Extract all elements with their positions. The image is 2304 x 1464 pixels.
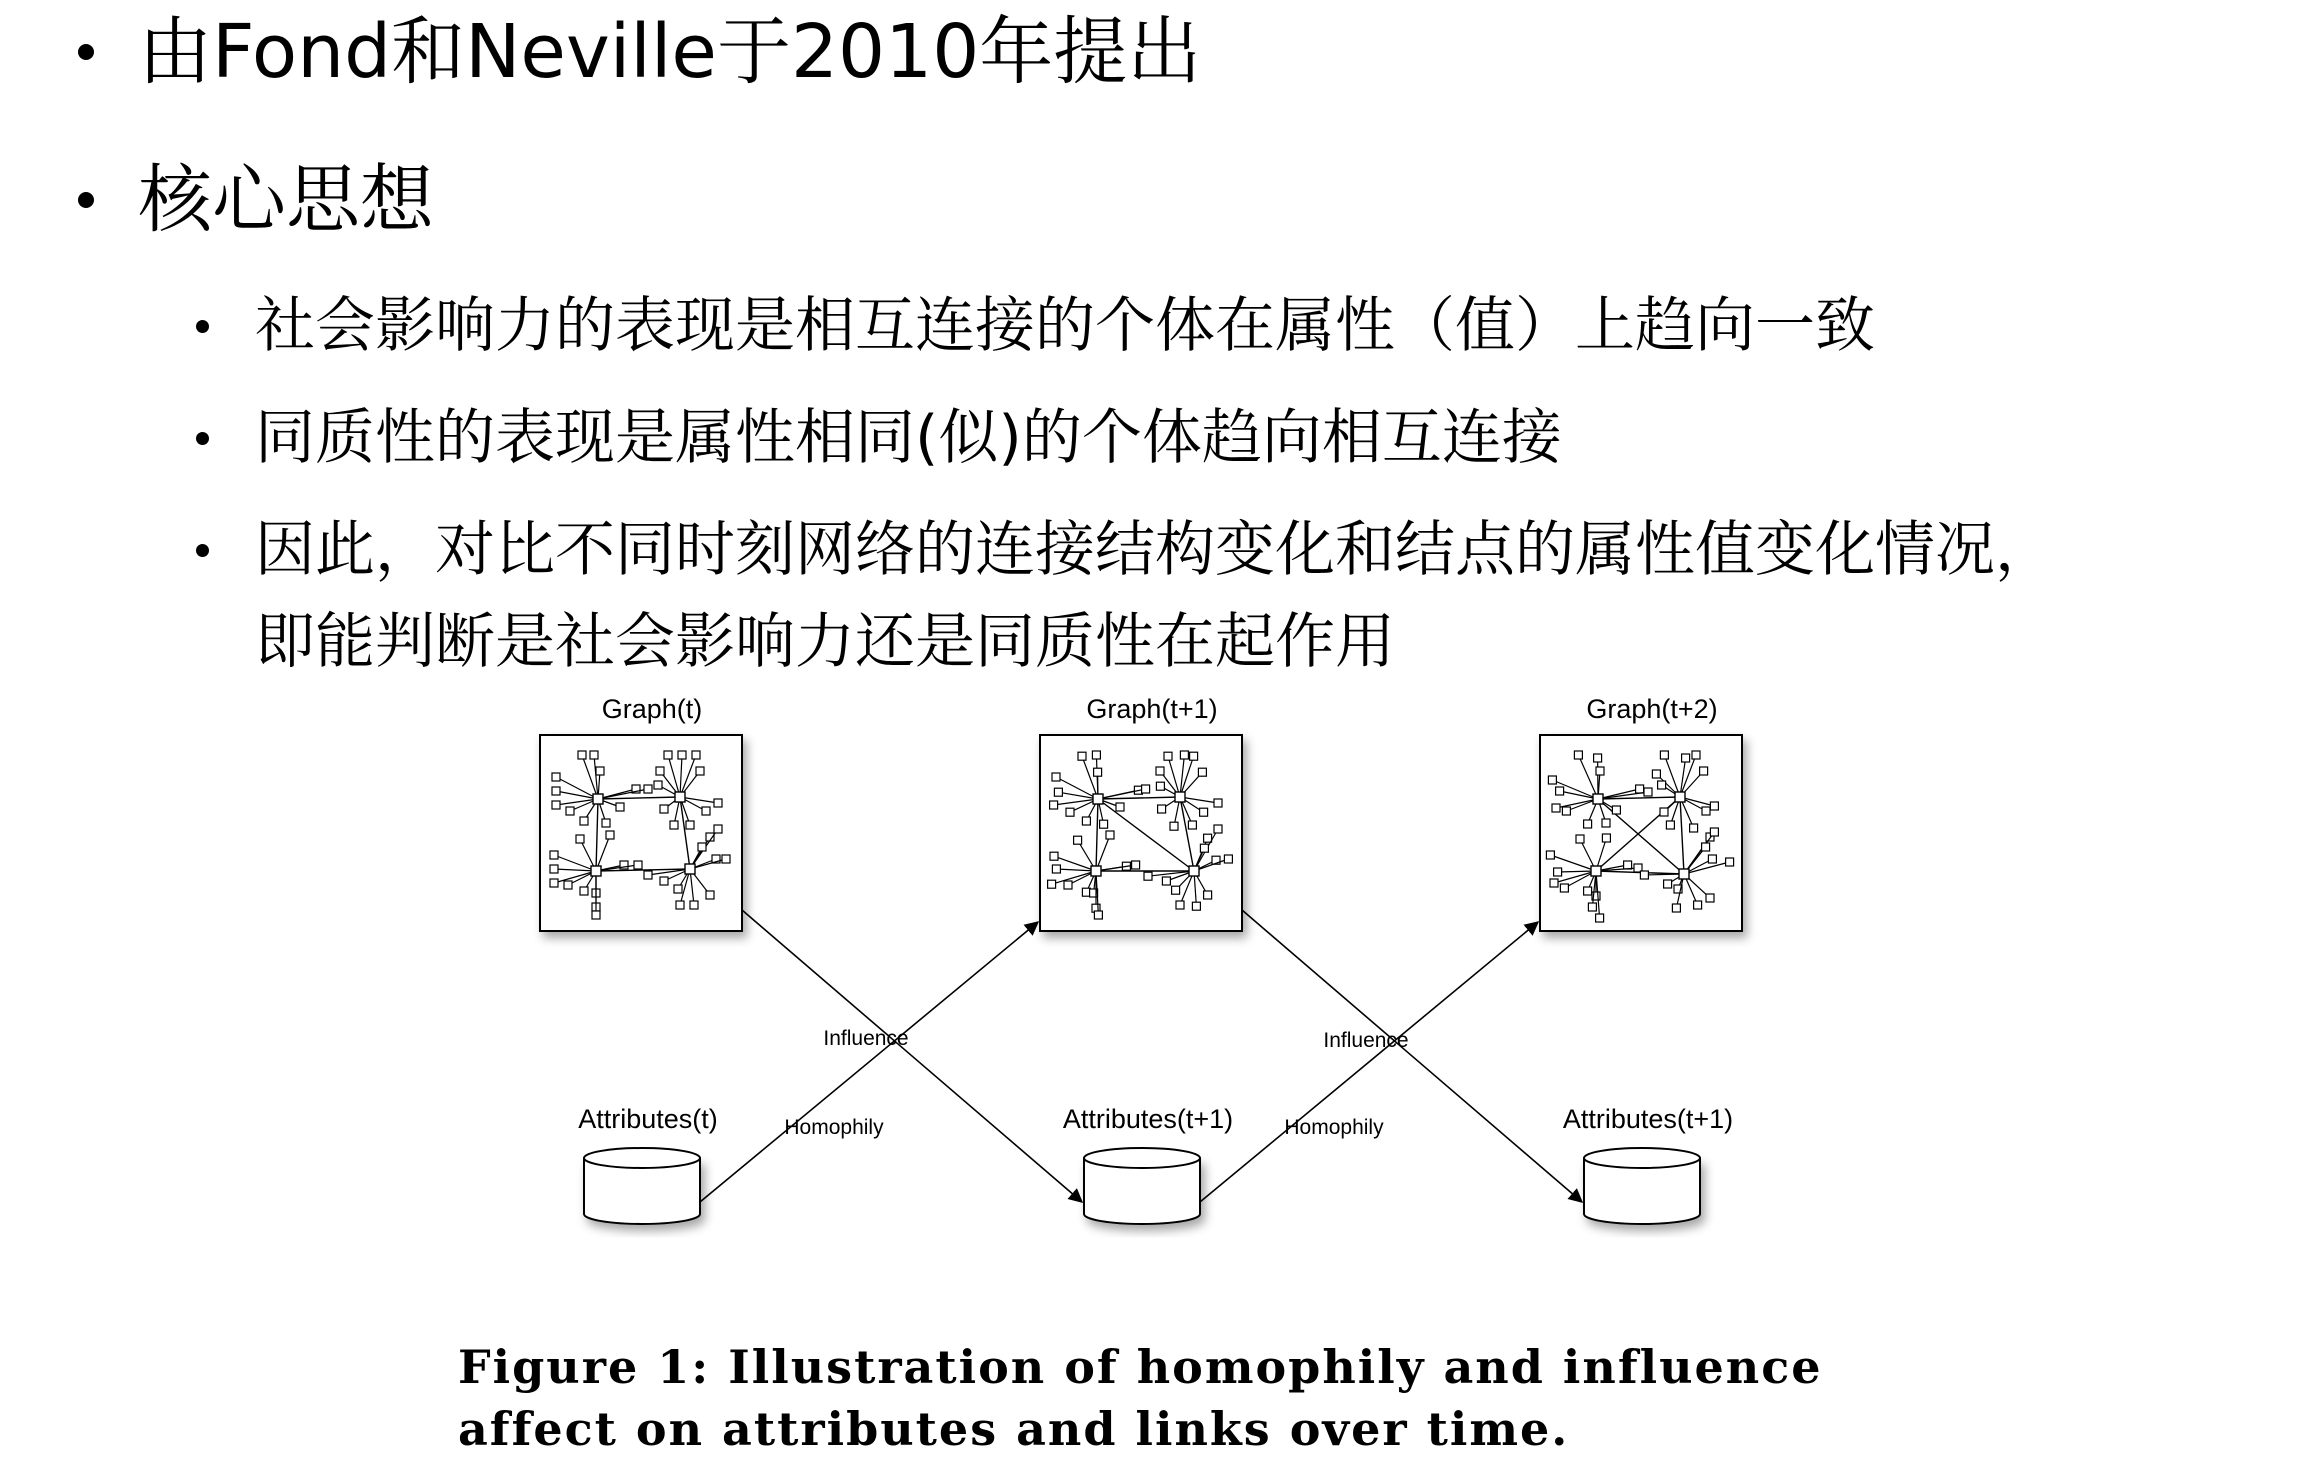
bullet-text: 社会影响力的表现是相互连接的个体在属性（值）上趋向一致 — [255, 291, 1875, 361]
graph-label-t: Graph(t) — [601, 694, 703, 724]
sub-bullet-homophily — [196, 392, 1562, 484]
bullet-dot — [196, 320, 209, 333]
attributes-label-t1b: Attributes(t+1) — [1562, 1104, 1734, 1134]
bullet-dot — [78, 44, 94, 60]
attribute-cylinder-2 — [1584, 1148, 1700, 1224]
attributes-label-t1: Attributes(t+1) — [1062, 1104, 1234, 1134]
influence-arrow-1 — [742, 910, 1082, 1202]
attribute-cylinder-1 — [1084, 1148, 1200, 1224]
attributes-label-t: Attributes(t) — [578, 1104, 718, 1134]
bullet-dot — [196, 544, 209, 557]
homophily-label-2: Homophily — [1284, 1116, 1384, 1139]
attribute-cylinder-0 — [584, 1148, 700, 1224]
graph-panel-2 — [1540, 735, 1742, 931]
bullet-text: 因此，对比不同时刻网络的连接结构变化和结点的属性值变化情况， 即能判断是社会影响力还是同质性在起作用 — [255, 515, 2055, 677]
bullet-text: 核心思想 — [138, 157, 434, 243]
bullet-core-idea — [78, 152, 434, 248]
graph-label-t1: Graph(t+1) — [1086, 694, 1218, 724]
homophily-arrow-2 — [1200, 922, 1538, 1202]
homophily-influence-figure — [480, 690, 1840, 1310]
influence-label-2: Influence — [1323, 1029, 1409, 1052]
graph-label-t2: Graph(t+2) — [1586, 694, 1718, 724]
influence-arrow-2 — [1242, 910, 1582, 1202]
influence-label-1: Influence — [823, 1027, 909, 1050]
bullet-origin — [78, 4, 1201, 100]
graph-panel-0 — [540, 735, 742, 931]
bullet-text: 同质性的表现是属性相同(似)的个体趋向相互连接 — [255, 403, 1562, 473]
homophily-arrow-1 — [700, 922, 1038, 1202]
bullet-text: 由Fond和Neville于2010年提出 — [138, 9, 1202, 95]
bullet-dot — [196, 432, 209, 445]
figure-diagram — [480, 690, 1840, 1310]
bullet-dot — [78, 192, 94, 208]
graph-panel-1 — [1040, 735, 1242, 931]
sub-bullet-conclusion — [196, 504, 2296, 688]
sub-bullet-influence — [196, 280, 1875, 372]
homophily-label-1: Homophily — [784, 1116, 884, 1139]
figure-caption: Figure 1: Illustration of homophily and influence affect on attributes and links over time. — [458, 1340, 1823, 1456]
